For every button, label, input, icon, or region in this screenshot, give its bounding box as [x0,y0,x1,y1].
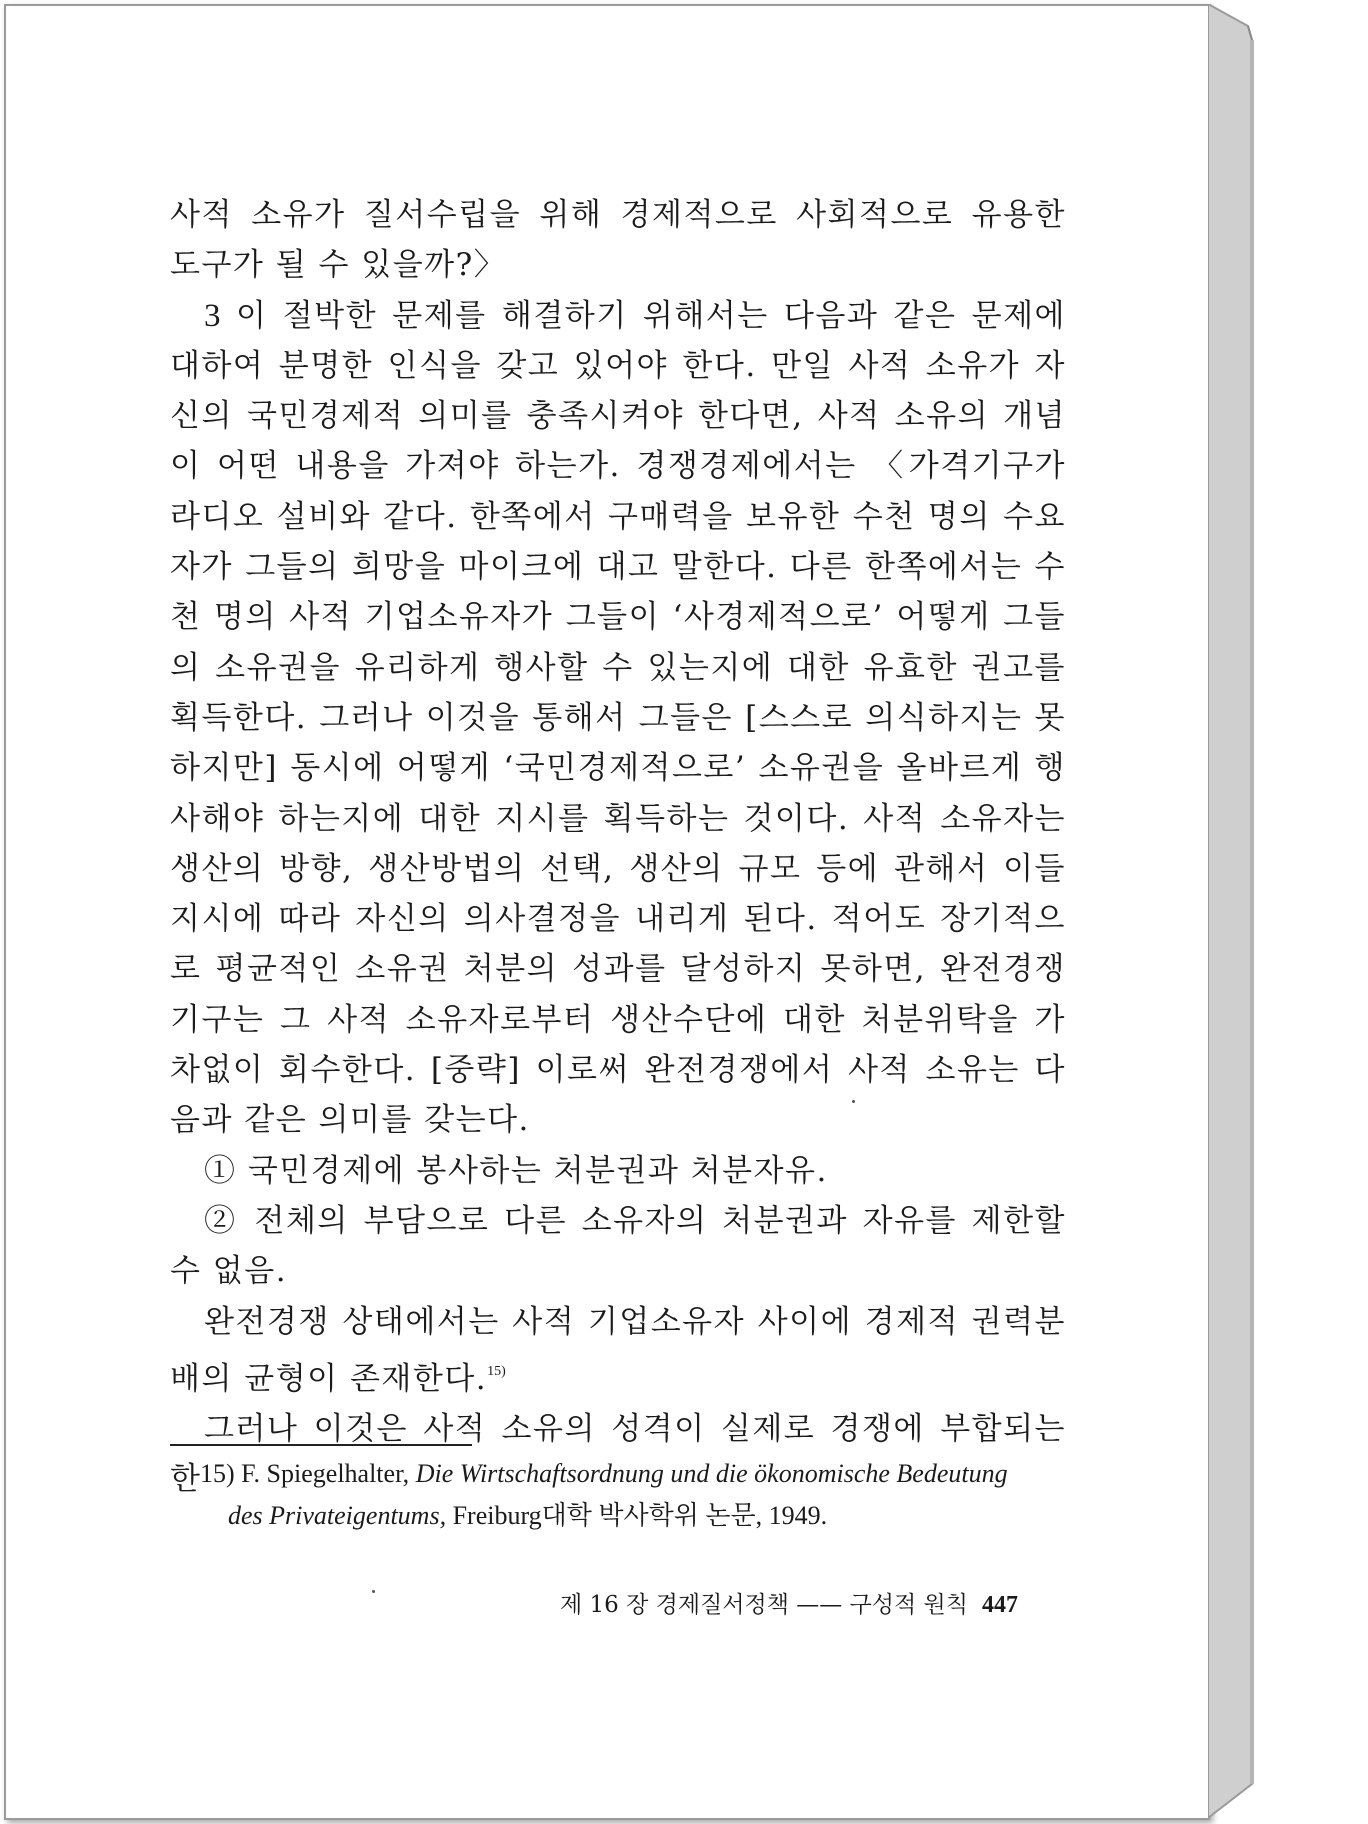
page-number: 447 [981,1592,1018,1618]
footnote-line-2 [200,1495,1070,1537]
footnote-15 [200,1453,1070,1537]
paragraph-continuation: 사적 소유가 질서수립을 위해 경제적으로 사회적으로 유용한 도구가 될 수 있을까?〉 [170,197,1066,284]
footnote-reference[interactable]: 15) [487,1363,506,1379]
paragraph-number: 3 [204,297,222,334]
chapter-title: 제 16 장 경제질서정책 —— 구성적 원칙 [560,1592,968,1618]
running-footer [560,1586,1040,1619]
footnote-rest: Freiburg대학 박사학위 논문, 1949. [452,1501,828,1530]
list-item-2: ② 전체의 부담으로 다른 소유자의 처분권과 자유를 제한할 수 없음. [170,1202,1066,1290]
paragraph-balance [170,1297,1066,1405]
footnote-divider [170,1444,472,1446]
footnote-title-2: des Privateigentums, [228,1501,447,1530]
paragraph-3-text: 이 절박한 문제를 해결하기 위해서는 다음과 같은 문제에 대하여 분명한 인식을 갖고 있어야 한다. 만일 사적 소유가 자신의 국민경제적 의미를 충족시켜야 한다면, 사적 소유의 개념이 어떤 내용을 가져야 하는가. 경쟁경제에서는 〈가격기구가 라디오 설비와 같다. 한쪽에서 구매력을 보유한 수천 명의 수요자가 그들의 희망을 마이크에 대고 말한다. 다른 한쪽에서는 수천 명의 사적 기업소유자가 그들이 ‘사경제적으로’ 어떻게 그들의 소유권을 유리하게 행사할 수 있는지에 대한 유효한 권고를 획득한다. 그러나 이것을 통해서 그들은 [스스로 의식하지는 못하지만] 동시에 어떻게 ‘국민경제적으로’ 소유권을 올바르게 행사해야 하는지에 대한 지시를 획득하는 것이다. 사적 소유자는 생산의 방향, 생산방법의 선택, 생산의 규모 등에 관해서 이들 지시에 따라 자신의 의사결정을 내리게 된다. 적어도 장기적으로 평균적인 소유권 처분의 성과를 달성하지 못하면, 완전경쟁기구는 그 사적 소유자로부터 생산수단에 대한 처분위탁을 가차없이 회수한다. [중략] 이로써 완전경쟁에서 사적 소유는 다음과 같은 의미를 갖는다. [170,297,1066,1139]
footnote-number: 15) [200,1459,235,1488]
footnote-line-1 [200,1453,1070,1495]
footnote-title-1: Die Wirtschaftsordnung und die ökonomische Bedeutung [415,1459,1008,1488]
scan-speck [372,1590,375,1593]
list-item-1: ① 국민경제에 봉사하는 처분권과 처분자유. [204,1152,828,1189]
footnote-author: F. Spiegelhalter, [241,1459,410,1488]
book-edge-shape [1208,4,1268,1820]
book-edge [1208,4,1268,1820]
paragraph-3 [170,291,1066,1146]
body-text [170,190,1066,1505]
paragraph-balance-text: 완전경쟁 상태에서는 사적 기업소유자 사이에 경제적 권력분배의 균형이 존재한다. [170,1303,1066,1397]
paragraph-last: 그러나 이것은 사적 소유의 성격이 실제로 경쟁에 부합되는 한 [170,1411,1066,1498]
